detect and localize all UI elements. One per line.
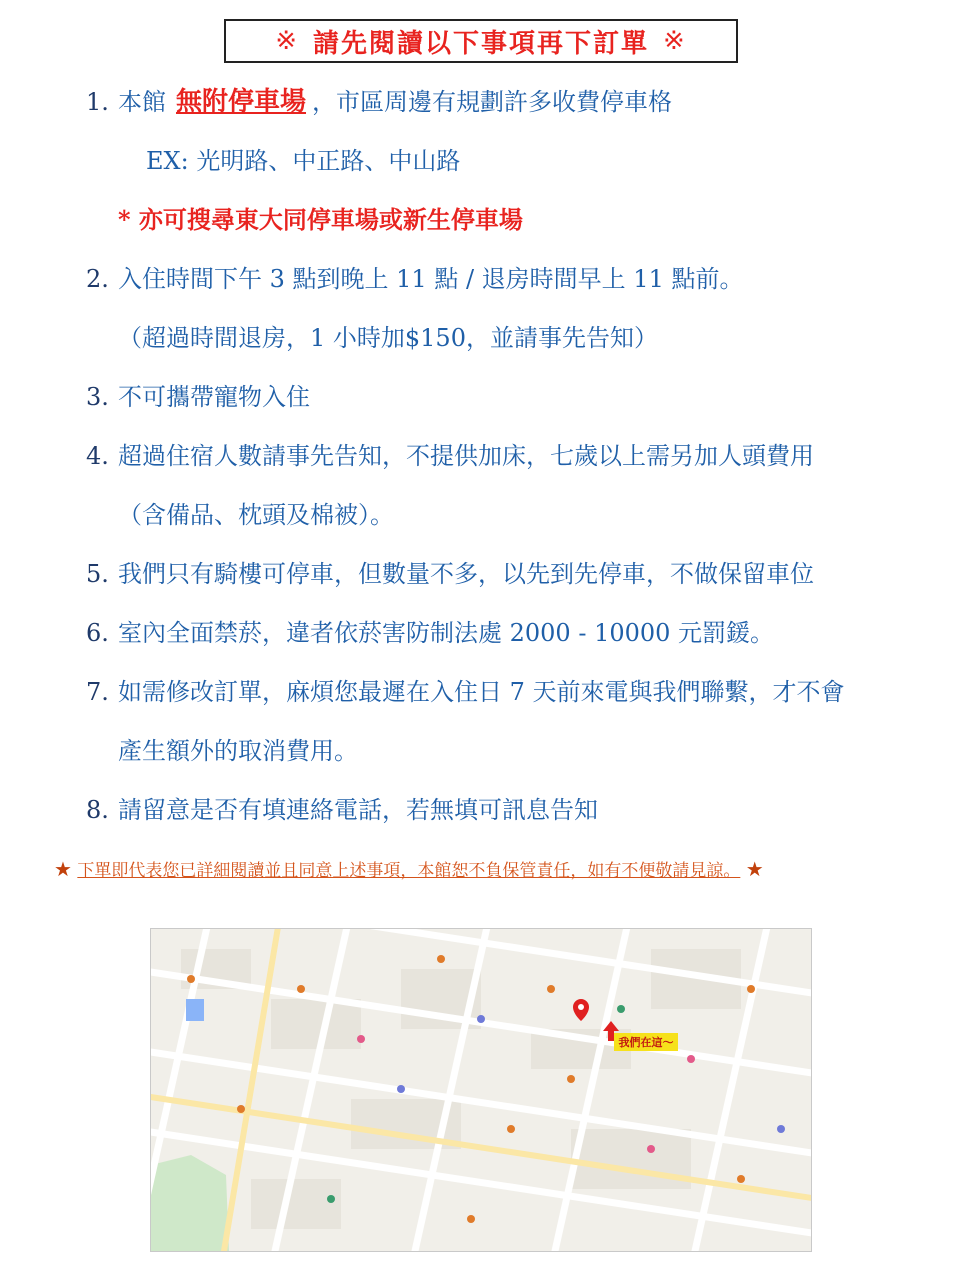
disclaimer-text: 下單即代表您已詳細閱讀並且同意上述事項，本館恕不負保管責任，如有不便敬請見諒。 bbox=[77, 861, 741, 881]
item-1 bbox=[86, 86, 672, 118]
you-are-here-label: 我們在這～ bbox=[614, 1033, 678, 1051]
item-5-number: 5. bbox=[86, 560, 109, 588]
item-8 bbox=[86, 794, 598, 826]
item-6-number: 6. bbox=[86, 619, 109, 647]
item-6 bbox=[86, 617, 774, 649]
item-2 bbox=[86, 263, 743, 295]
item-2-text: 入住時間下午 3 點到晚上 11 點 / 退房時間早上 11 點前。 bbox=[118, 265, 744, 293]
item-1-prefix: 本館 bbox=[118, 88, 166, 116]
item-4-number: 4. bbox=[86, 442, 109, 470]
title-text: 請先閱讀以下事項再下訂單 bbox=[312, 28, 649, 59]
disclaimer-note bbox=[54, 856, 924, 881]
item-7 bbox=[86, 676, 845, 708]
star-icon: ★ bbox=[54, 857, 72, 881]
item-3-number: 3. bbox=[86, 383, 109, 411]
item-5-text: 我們只有騎樓可停車，但數量不多，以先到先停車，不做保留車位 bbox=[118, 560, 814, 588]
item-2-number: 2. bbox=[86, 265, 109, 293]
item-7-text: 如需修改訂單，麻煩您最遲在入住日 7 天前來電與我們聯繫，才不會 bbox=[118, 678, 845, 706]
item-3 bbox=[86, 381, 310, 413]
item-4 bbox=[86, 440, 814, 472]
no-parking-highlight: 無附停車場 bbox=[176, 87, 307, 117]
item-8-number: 8. bbox=[86, 796, 109, 824]
item-1-tip: * 亦可搜尋東大同停車場或新生停車場 bbox=[118, 205, 523, 234]
item-7-sub: 產生額外的取消費用。 bbox=[118, 737, 358, 765]
item-2-sub: （超過時間退房，1 小時加$150，並請事先告知） bbox=[118, 324, 658, 352]
title-mark-right: ※ bbox=[663, 26, 687, 56]
item-5 bbox=[86, 558, 814, 590]
star-icon: ★ bbox=[745, 857, 764, 881]
notice-title bbox=[224, 19, 738, 63]
item-1-example: EX: 光明路、中正路、中山路 bbox=[146, 147, 461, 175]
item-1-suffix: ，市區周邊有規劃許多收費停車格 bbox=[312, 88, 673, 116]
title-mark-left: ※ bbox=[275, 26, 299, 56]
location-map[interactable] bbox=[150, 928, 812, 1252]
item-8-text: 請留意是否有填連絡電話，若無填可訊息告知 bbox=[118, 796, 598, 824]
item-4-text: 超過住宿人數請事先告知，不提供加床，七歲以上需另加人頭費用 bbox=[118, 442, 814, 470]
item-4-sub: （含備品、枕頭及棉被）。 bbox=[118, 501, 394, 529]
map-graphic bbox=[151, 929, 811, 1251]
item-1-number: 1. bbox=[86, 88, 109, 116]
item-6-text: 室內全面禁菸，違者依菸害防制法處 2000 - 10000 元罰鍰。 bbox=[118, 619, 775, 647]
item-7-number: 7. bbox=[86, 678, 109, 706]
item-3-text: 不可攜帶寵物入住 bbox=[118, 383, 310, 411]
